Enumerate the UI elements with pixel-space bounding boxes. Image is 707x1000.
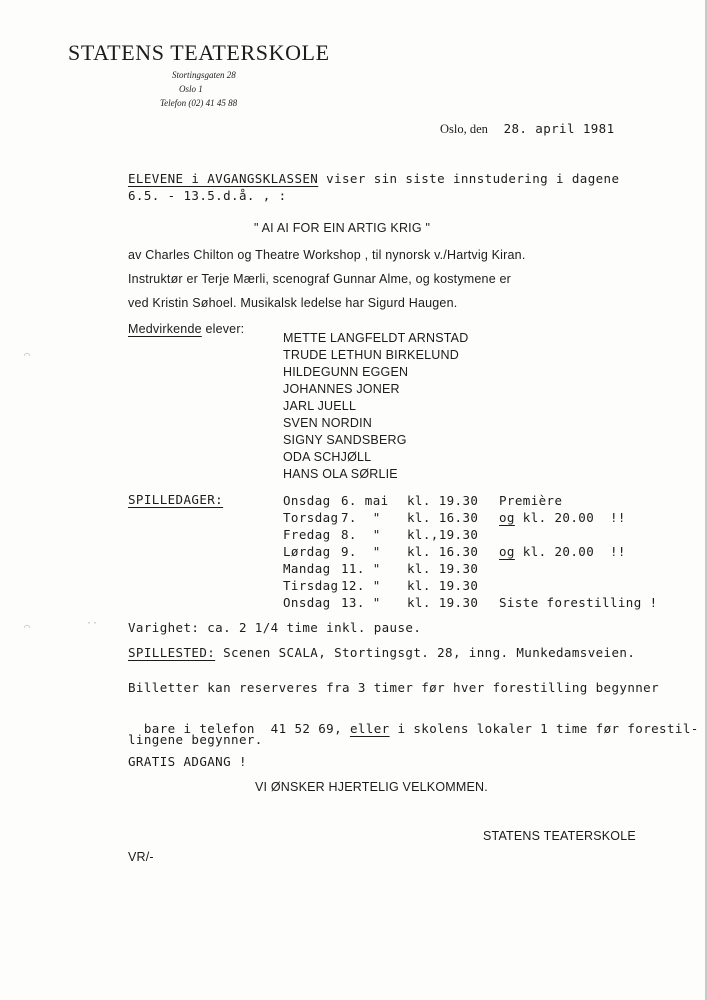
duration-line: Varighet: ca. 2 1/4 time inkl. pause. — [128, 620, 422, 635]
intro-line-1-rest: viser sin siste innstudering i dagene — [318, 171, 620, 186]
tickets-line-2a: bare i telefon 41 52 69, — [143, 721, 350, 736]
cast-member: SVEN NORDIN — [283, 416, 373, 430]
cast-label-underlined: Medvirkende — [128, 322, 202, 336]
schedule-date: 6. mai — [341, 493, 389, 508]
schedule-time: kl.,19.30 — [407, 527, 479, 542]
cast-member: HANS OLA SØRLIE — [283, 467, 398, 481]
credits-line: ved Kristin Søhoel. Musikalsk ledelse har Sigurd Haugen. — [128, 296, 458, 310]
schedule-day: Torsdag — [283, 510, 339, 525]
cast-member: METTE LANGFELDT ARNSTAD — [283, 331, 469, 345]
venue-line — [128, 645, 635, 660]
schedule-date: 9. " — [341, 544, 381, 559]
letterhead-city: Oslo 1 — [179, 84, 203, 94]
cast-member: JOHANNES JONER — [283, 382, 400, 396]
tickets-eller: eller — [349, 721, 390, 736]
schedule-row — [283, 509, 658, 526]
scan-mark: ⌒ — [24, 350, 31, 361]
schedule-row — [283, 577, 658, 594]
date-place: Oslo, den — [440, 122, 488, 136]
schedule-date: 12. " — [341, 578, 381, 593]
initials: VR/- — [128, 850, 154, 864]
venue-label: SPILLESTED: — [128, 645, 216, 660]
cast-member: ODA SCHJØLL — [283, 450, 372, 464]
date-line — [440, 118, 615, 137]
cast-list — [283, 330, 468, 483]
tickets-line: lingene begynner. — [128, 732, 263, 747]
letterhead-name: STATENS TEATERSKOLE — [68, 40, 330, 65]
cast-member: HILDEGUNN EGGEN — [283, 365, 409, 379]
schedule-time: kl. 16.30 — [407, 510, 479, 525]
cast-member: SIGNY SANDSBERG — [283, 433, 407, 447]
schedule-time: kl. 19.30 — [407, 561, 479, 576]
schedule-row — [283, 526, 658, 543]
cast-label-rest: elever: — [201, 322, 245, 336]
letterhead-phone: Telefon (02) 41 45 88 — [160, 98, 238, 108]
tickets-line: Billetter kan reserveres fra 3 timer før hver forestilling begynner — [128, 680, 660, 695]
intro-line-1 — [128, 171, 619, 186]
intro-class-name: ELEVENE i AVGANGSKLASSEN — [128, 171, 319, 186]
credits-line: av Charles Chilton og Theatre Workshop , til nynorsk v./Hartvig Kiran. — [128, 248, 526, 262]
cast-member: JARL JUELL — [283, 399, 357, 413]
intro-line-2: 6.5. - 13.5.d.å. , : — [128, 188, 287, 203]
schedule-row — [283, 492, 658, 509]
schedule-note: kl. 20.00 !! — [514, 544, 626, 559]
schedule-time: kl. 19.30 — [407, 595, 479, 610]
schedule-day: Onsdag — [283, 595, 331, 610]
venue-text: Scenen SCALA, Stortingsgt. 28, inng. Munkedamsveien. — [215, 645, 636, 660]
welcome-line: VI ØNSKER HJERTELIG VELKOMMEN. — [255, 780, 488, 794]
schedule-date: 13. " — [341, 595, 381, 610]
schedule-time: kl. 16.30 — [407, 544, 479, 559]
schedule-row — [283, 560, 658, 577]
schedule-note: Siste forestilling ! — [499, 595, 658, 610]
schedule-day: Fredag — [283, 527, 331, 542]
schedule-day: Onsdag — [283, 493, 331, 508]
schedule-day: Lørdag — [283, 544, 331, 559]
schedule-note: Première — [499, 493, 563, 508]
schedule-og: og — [499, 544, 515, 559]
cast-label — [128, 322, 244, 336]
schedule-date: 8. " — [341, 527, 381, 542]
scan-mark: ·· — [86, 618, 99, 629]
schedule-og: og — [499, 510, 515, 525]
schedule-date: 11. " — [341, 561, 381, 576]
schedule-table — [283, 492, 658, 611]
letterhead-street: Stortingsgaten 28 — [172, 70, 236, 80]
schedule-label: SPILLEDAGER: — [128, 492, 224, 507]
schedule-date: 7. " — [341, 510, 381, 525]
schedule-time: kl. 19.30 — [407, 578, 479, 593]
credits-line: Instruktør er Terje Mærli, scenograf Gunnar Alme, og kostymene er — [128, 272, 512, 286]
play-title: " AI AI FOR EIN ARTIG KRIG " — [254, 221, 431, 235]
tickets-line-2b: i skolens lokaler 1 time før forestil- — [389, 721, 699, 736]
schedule-day: Tirsdag — [283, 578, 339, 593]
schedule-time: kl. 19.30 — [407, 493, 479, 508]
schedule-note: kl. 20.00 !! — [514, 510, 626, 525]
signature: STATENS TEATERSKOLE — [483, 829, 636, 843]
date-value: 28. april 1981 — [503, 121, 615, 136]
free-admission: GRATIS ADGANG ! — [128, 754, 247, 769]
schedule-row — [283, 594, 658, 611]
schedule-row — [283, 543, 658, 560]
schedule-day: Mandag — [283, 561, 331, 576]
scan-mark: ⌒ — [24, 622, 31, 633]
cast-member: TRUDE LETHUN BIRKELUND — [283, 348, 459, 362]
